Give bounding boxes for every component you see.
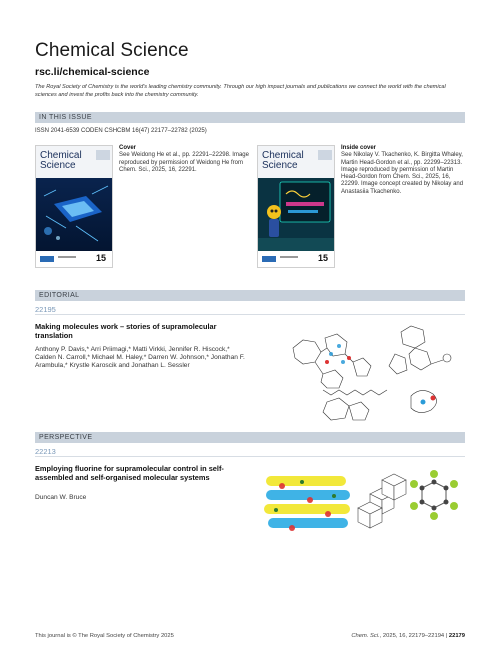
section-label: EDITORIAL [39, 291, 80, 299]
fluorinated-assembly-graphic [262, 460, 465, 542]
footer-citation [351, 633, 465, 639]
molecular-structures-graphic [283, 318, 465, 426]
journal-intro: The Royal Society of Chemistry is the world's leading chemistry community. Through our high impact journals and publications we connect the world with the chemical sciences and invest the profits back into the chemistry community. [35, 84, 446, 98]
inside-cover-label: Inside cover [341, 145, 377, 151]
footer-journal-abbr: Chem. Sci. [351, 633, 380, 639]
divider [35, 456, 465, 457]
section-label: IN THIS ISSUE [39, 113, 92, 121]
divider [35, 314, 465, 315]
perspective-article-title[interactable]: Employing fluorine for supramolecular control in self-assembled and self-organised molecular systems [35, 464, 224, 482]
perspective-graphic [262, 460, 465, 542]
inside-cover-description: See Nikolay V. Tkachenko, K. Birgitta Whaley, Martin Head-Gordon et al., pp. 22299–22313. Image reproduced by permission of Martin Head-Gordon from Chem. Sci., 2025, 16, 22299. Image concept created by Nikolay and Anastasiia Tkachenko. [341, 152, 464, 195]
section-label: PERSPECTIVE [39, 433, 93, 441]
inside-cover-image[interactable] [257, 145, 335, 268]
editorial-graphic [283, 318, 465, 426]
journal-url[interactable]: rsc.li/chemical-science [35, 66, 150, 78]
journal-title: Chemical Science [35, 40, 189, 61]
cover-image[interactable] [35, 145, 113, 268]
cover-issue-number: 15 [95, 253, 106, 263]
editorial-authors: Anthony P. Davis,* Arri Priimagi,* Matti Virkki, Jennifer R. Hiscock,* Calden N. Carroll,* Michael M. Haley,* Darren W. Johnson,* Jonathan F. Arambula,* Krystle Karoscik and Jonathan L. Sessler [35, 346, 245, 370]
footer-copyright: This journal is © The Royal Society of Chemistry 2025 [35, 633, 174, 639]
issn-line: ISSN 2041-6539 CODEN CSHCBM 16(47) 22177–22782 (2025) [35, 128, 207, 134]
inside-cover-logo: Chemical Science [262, 150, 304, 171]
editorial-page-number[interactable]: 22195 [35, 305, 56, 314]
editorial-article-title[interactable]: Making molecules work – stories of supramolecular translation [35, 322, 217, 340]
section-band-perspective [35, 432, 465, 443]
perspective-authors: Duncan W. Bruce [35, 494, 87, 501]
inside-cover-caption [341, 145, 465, 196]
footer-page-number: 22179 [448, 633, 465, 639]
section-band-editorial [35, 290, 465, 301]
inside-cover-issue-number: 15 [317, 253, 328, 263]
cover-logo: Chemical Science [40, 150, 82, 171]
footer-citation-text: , 2025, 16, 22179–22194 | [379, 633, 449, 639]
section-band-in-this-issue [35, 112, 465, 123]
cover-caption [119, 145, 249, 174]
perspective-page-number[interactable]: 22213 [35, 447, 56, 456]
cover-label: Cover [119, 145, 137, 151]
cover-description: See Weidong He et al., pp. 22291–22298. Image reproduced by permission of Weidong He from Chem. Sci., 2025, 16, 22291. [119, 152, 249, 173]
